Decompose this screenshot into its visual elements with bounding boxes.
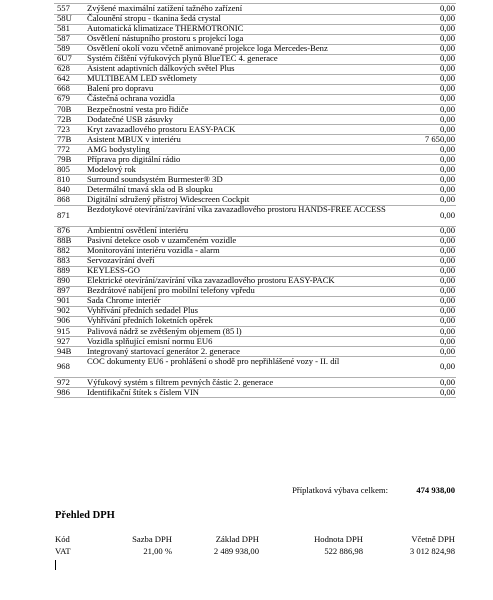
option-row [0,155,493,165]
option-price: 0,00 [439,143,455,154]
option-price: 0,00 [439,73,455,84]
option-code: 6U7 [57,53,72,64]
option-row [0,388,493,398]
option-row [0,296,493,306]
option-row [0,357,493,378]
option-row [0,105,493,115]
option-description: Surround soundsystém Burmester® 3D [87,173,223,184]
option-description: Palivová nádrž se zvětšeným objemem (85 l) [87,325,242,336]
option-description: Asistent adaptivních dálkových světel Plus [87,63,235,74]
option-price: 0,00 [439,325,455,336]
option-code: 868 [57,193,70,204]
option-price: 0,00 [439,63,455,74]
option-description: Automatická klimatizace THERMOTRONIC [87,23,244,34]
option-price: 0,00 [439,193,455,204]
vat-header-rate: Sazba DPH [132,534,172,544]
option-price: 0,00 [439,93,455,104]
option-price: 0,00 [439,183,455,194]
option-price: 0,00 [439,285,455,296]
option-code: 581 [57,23,70,34]
option-code: 679 [57,93,70,104]
option-code: 70B [57,103,72,114]
option-price: 0,00 [439,275,455,286]
option-price: 0,00 [439,235,455,246]
option-row [0,64,493,74]
option-price: 0,00 [439,13,455,24]
option-code: 557 [57,3,70,13]
option-description: Digitální sdružený přístroj Widescreen Cockpit [87,193,250,204]
option-price: 0,00 [439,103,455,114]
option-price: 7 650,00 [424,133,455,144]
option-description: Vyhřívání předních sedadel Plus [87,305,198,316]
option-row [0,306,493,316]
option-row [0,256,493,266]
option-price: 0,00 [439,345,455,356]
option-price: 0,00 [439,361,455,372]
option-row [0,24,493,34]
option-row [0,236,493,246]
option-description: Balení pro dopravu [87,83,154,94]
vat-base: 2 489 938,00 [213,546,259,556]
option-price: 0,00 [439,113,455,124]
option-row [0,226,493,236]
option-code: 642 [57,73,70,84]
option-price: 0,00 [439,43,455,54]
option-code: 906 [57,315,70,326]
option-code: 897 [57,285,70,296]
option-code: 871 [57,209,70,220]
option-row [0,135,493,145]
option-price: 0,00 [439,153,455,164]
option-code: 805 [57,163,70,174]
option-price: 0,00 [439,163,455,174]
option-row [0,84,493,94]
option-description: MULTIBEAM LED světlomety [87,73,197,84]
option-price: 0,00 [439,209,455,220]
option-code: 628 [57,63,70,74]
option-row [0,165,493,175]
option-price: 0,00 [439,305,455,316]
option-description: Modelový rok [87,163,136,174]
option-description: Pasivní detekce osob v uzamčeném vozidle [87,235,237,246]
option-code: 587 [57,33,70,44]
option-description: Monitorování interiéru vozidla - alarm [87,245,220,256]
option-row [0,94,493,104]
option-description: Bezpečnostní vesta pro řidiče [87,103,189,114]
option-row [0,145,493,155]
option-description: Částečná ochrana vozidla [87,93,175,104]
option-price: 0,00 [439,23,455,34]
total-label: Příplatková výbava celkem: [292,485,388,495]
option-description: Servozavírání dveří [87,255,155,266]
option-description: Zvýšené maximální zatížení tažného zařízení [87,3,243,13]
option-description: Identifikační štítek s číslem VIN [87,386,200,397]
option-price: 0,00 [439,33,455,44]
option-row [0,316,493,326]
option-description: Vozidla splňující emisní normu EU6 [87,335,213,346]
text-cursor [55,560,56,570]
option-price: 0,00 [439,255,455,266]
vat-header-amount: Hodnota DPH [314,534,363,544]
option-code: 986 [57,386,70,397]
option-code: 902 [57,305,70,316]
row-divider [54,397,456,398]
option-code: 840 [57,183,70,194]
option-code: 889 [57,265,70,276]
option-code: 72B [57,113,72,124]
vat-rate: 21,00 % [143,546,172,556]
option-code: 915 [57,325,70,336]
option-code: 927 [57,335,70,346]
vat-summary-title: Přehled DPH [55,510,115,521]
option-price: 0,00 [439,225,455,235]
option-description: Sada Chrome interiér [87,295,161,306]
option-row [0,14,493,24]
option-description: Osvětlení okolí vozu včetně animované projekce loga Mercedes-Benz [87,43,328,54]
option-price: 0,00 [439,83,455,94]
vat-header-base: Základ DPH [215,534,259,544]
option-row [0,74,493,84]
option-code: 772 [57,143,70,154]
option-code: 882 [57,245,70,256]
option-price: 0,00 [439,3,455,13]
vat-total: 3 012 824,98 [409,546,455,556]
option-price: 0,00 [439,376,455,387]
option-price: 0,00 [439,123,455,134]
vat-amount: 522 886,98 [324,546,363,556]
option-code: 972 [57,376,70,387]
option-description: Osvětlení nástupního prostoru s projekcí loga [87,33,244,44]
option-code: 883 [57,255,70,266]
option-description: Vyhřívání předních loketních opěrek [87,315,213,326]
option-row [0,4,493,14]
option-code: 668 [57,83,70,94]
option-row [0,205,493,226]
option-description: Elektrické otevírání/zavírání víka zavazadlového prostoru EASY-PACK [87,275,335,286]
option-row [0,175,493,185]
option-code: 723 [57,123,70,134]
option-row [0,378,493,388]
option-price: 0,00 [439,173,455,184]
option-description: Determální tmavá skla od B sloupku [87,183,213,194]
option-description: Výfukový systém s filtrem pevných částic 2. generace [87,376,274,387]
vat-header-code: Kód [55,534,70,544]
option-code: 589 [57,43,70,54]
option-row [0,115,493,125]
option-description: Čalounění stropu - tkanina šedá crystal [87,13,221,24]
option-description: Bezdrátové nabíjení pro mobilní telefony vpředu [87,285,255,296]
option-description: Ambientní osvětlení interiéru [87,225,189,235]
option-price: 0,00 [439,386,455,397]
option-description: Asistent MBUX v interiéru [87,133,181,144]
option-code: 88B [57,235,72,246]
option-description: Příprava pro digitální rádio [87,153,181,164]
vat-code: VAT [55,546,71,556]
option-row [0,337,493,347]
option-description: COC dokumenty EU6 - prohlášení o shodě pro nepřihlášené vozy - II. díl [87,355,340,366]
option-code: 901 [57,295,70,306]
option-price: 0,00 [439,315,455,326]
option-description: Kryt zavazadlového prostoru EASY-PACK [87,123,236,134]
option-code: 810 [57,173,70,184]
option-code: 58U [57,13,72,24]
option-description: Bezdotykové otevírání/zavírání víka zavazadlového prostoru HANDS-FREE ACCESS [87,204,386,214]
option-code: 94B [57,345,72,356]
option-code: 77B [57,133,72,144]
option-row [0,54,493,64]
option-code: 968 [57,361,70,372]
option-description: Systém čištění výfukových plynů BlueTEC 4. generace [87,53,278,64]
option-price: 0,00 [439,295,455,306]
option-price: 0,00 [439,245,455,256]
option-code: 79B [57,153,72,164]
option-row [0,246,493,256]
option-row [0,286,493,296]
option-price: 0,00 [439,265,455,276]
option-description: KEYLESS-GO [87,265,140,276]
vat-header-total: Včetně DPH [411,534,455,544]
option-description: Dodatečné USB zásuvky [87,113,173,124]
option-price: 0,00 [439,335,455,346]
total-value: 474 938,00 [416,485,455,495]
option-code: 876 [57,225,70,235]
option-code: 890 [57,275,70,286]
option-price: 0,00 [439,53,455,64]
option-description: AMG bodystyling [87,143,150,154]
option-description: Integrovaný startovací generátor 2. generace [87,345,240,356]
option-row [0,327,493,337]
option-row [0,125,493,135]
